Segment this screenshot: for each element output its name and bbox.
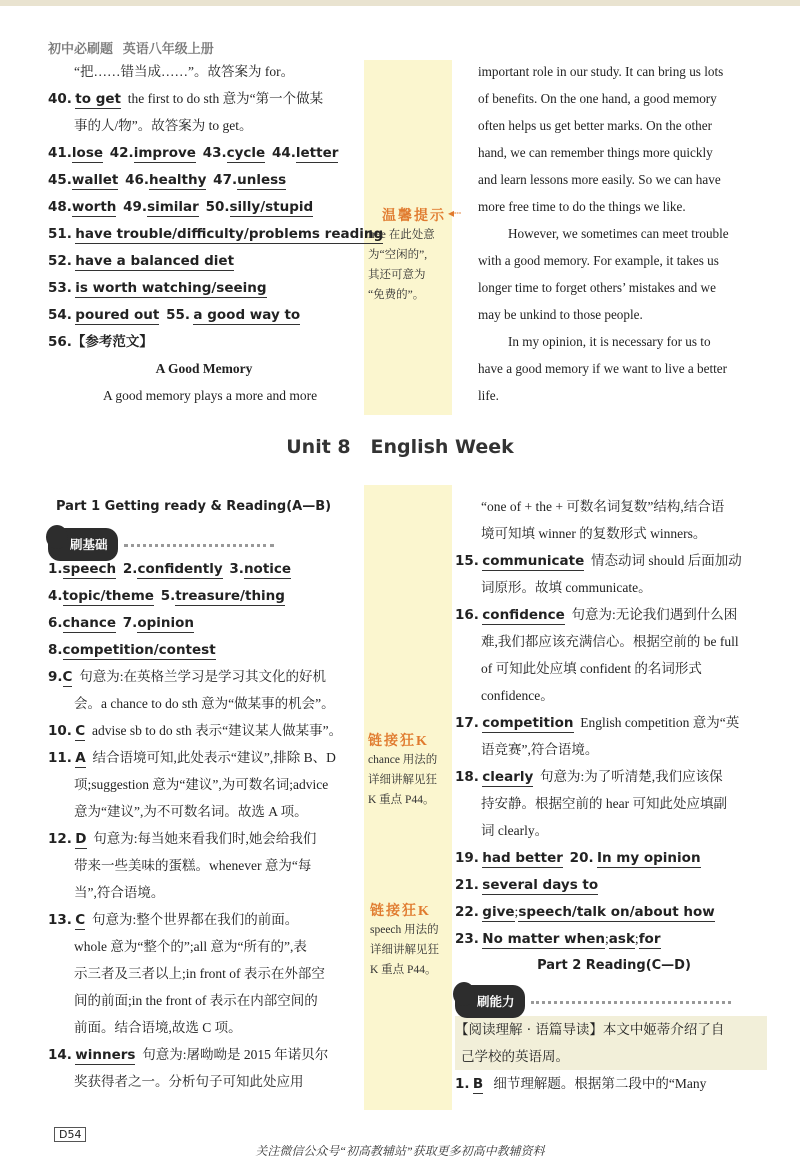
section-badge-2 (455, 985, 773, 1012)
unit-title: Unit 8 English Week (286, 436, 514, 458)
answer-51: 51. have trouble/difficulty/problems reading (48, 226, 384, 242)
answer-8: 8.competition/contest (48, 642, 216, 658)
answer-18: 18. clearly 句意为:为了听清楚,我们应该保 (455, 769, 723, 785)
link-note-chance: 链接狂K chance 用法的 详细讲解见狂 K 重点 P44。 (368, 734, 438, 806)
answer-21: 21. several days to (455, 877, 599, 893)
answer-14: 14. winners 句意为:屠呦呦是 2015 年诺贝尔 (48, 1047, 329, 1063)
footer-note: 关注微信公众号“初高教辅站”获取更多初高中教辅资料 (255, 1144, 545, 1158)
link-note-speech: 链接狂K speech 用法的 详细讲解见狂 K 重点 P44。 (370, 904, 439, 976)
dotted-divider (124, 544, 274, 547)
subject-title: 英语八年级上册 (122, 41, 214, 56)
answer-56: 56.【参考范文】 (48, 334, 153, 350)
section-badge (48, 528, 360, 555)
answer-16: 16. confidence 句意为:无论我们遇到什么困 (455, 607, 738, 623)
answer-row-1: 1.speech 2.confidently 3.notice (48, 561, 292, 577)
answer-54-55: 54. poured out 55. a good way to (48, 307, 301, 323)
ability-badge: 刷能力 (455, 985, 525, 1018)
bottom-left-column: Part 1 Getting ready & Reading(A—B) 刷基础 1.speech 2.confidently 3.notice 4.topic/theme 5.treasure/thing 6.chance 7.opinion 8.competition/contest 9.C 句意为:在英格兰学习是学习其文化的好机 会。a chance to do sth 意为“做某事的机会”。 10. C advise sb to do sth 表示“建议某人做某事”。 11. A 结合语境可知,此处表示“建议”,排除 B、D 项;suggestion 意为“建议”,为可数名词;advice 意为“建议”,为不可数名词。故选 A 项。 12. D 句意为:每当她来看我们时,她会给我们 带来一些美味的蛋糕。whenever 意为“每 当”,符合语境。 13. C 句意为:整个世界都在我们的前面。 whole 意为“整个的”;all 意为“所有的”,表 示三者及三者以上;in front of 表示在外部空 间的前面;in the front of 表示在内部空间的 前面。结合语境,故选 C 项。 14. winners 句意为:屠呦呦是 2015 年诺贝尔 奖获得者之一。分析句子可知此处应用 (48, 493, 360, 1095)
answer-52: 52. have a balanced diet (48, 253, 235, 269)
answer-11: 11. A 结合语境可知,此处表示“建议”,排除 B、D (48, 750, 336, 766)
answer-53: 53. is worth watching/seeing (48, 280, 267, 296)
answer-12: 12. D 句意为:每当她来看我们时,她会给我们 (48, 831, 317, 847)
arrow-icon: ◂┄ (448, 206, 462, 220)
answer-text: to get (75, 91, 121, 107)
answer-17: 17. competition English competition 意为“英 (455, 715, 740, 731)
part1-title: Part 1 Getting ready & Reading(A—B) (56, 499, 332, 514)
answer-13: 13. C 句意为:整个世界都在我们的前面。 (48, 912, 299, 928)
answer-10: 10. C advise sb to do sth 表示“建议某人做某事”。 (48, 723, 343, 739)
answer-15: 15. communicate 情态动词 should 后面加动 (455, 553, 742, 569)
book-title: 初中必刷题 (48, 41, 114, 56)
page-header (48, 38, 214, 57)
dotted-divider-2 (531, 1001, 731, 1004)
answer-23: 23. No matter when;ask;for (455, 931, 661, 947)
answer-1: 1. B 细节理解题。根据第二段中的“Many (455, 1076, 707, 1092)
answer-40: 40. to get the first to do sth 意为“第一个做某 (48, 91, 324, 107)
answer-19-20: 19. had better 20. In my opinion (455, 850, 701, 866)
answer-row-4: 4.topic/theme 5.treasure/thing (48, 588, 285, 604)
reading-guide: 【阅读理解 · 语篇导读】本文中姬蒂介绍了自 己学校的英语周。 (455, 1016, 767, 1070)
answer-row-41: 41.lose 42.improve 43.cycle 44.letter (48, 145, 339, 161)
answer-row-6: 6.chance 7.opinion (48, 615, 195, 631)
tip-title: 温馨提示 (382, 209, 446, 224)
part2-title: Part 2 Reading(C—D) (537, 958, 691, 973)
tip-note: 温馨提示 free 在此处意 为“空闲的”, 其还可意为 “免费的”。 (368, 205, 452, 305)
answer-continuation: “把……错当成……”。故答案为 for。 (74, 64, 295, 79)
top-left-column (48, 58, 384, 409)
answer-row-45: 45.wallet 46.healthy 47.unless (48, 172, 287, 188)
bottom-right-column: “one of + the + 可数名词复数”结构,结合语 境可知填 winner 的复数形式 winners。 15. communicate 情态动词 should 后面加动 词原形。故填 communicate。 16. confidence 句意为:无论我们遇到什么困 难,我们都应该充满信心。根据空前的 be full of 可知此处应填 confident 的名词形式 confidence。 17. competition English competition 意为“英 语竞赛”,符合语境。 18. clearly 句意为:为了听清楚,我们应该保 持安静。根据空前的 hear 可知此处应填副 词 clearly。 19. had better 20. In my opinion 21. several days to 22. give;speech/talk on/about how 23. No matter when;ask;for Part 2 Reading(C—D) 刷能力 【阅读理解 · 语篇导读】本文中姬蒂介绍了自 己学校的英语周。 1. B 细节理解题。根据第二段中的“Many (455, 493, 773, 1097)
essay-line: A good memory plays a more and more (103, 388, 318, 403)
page-number: D54 (54, 1127, 86, 1142)
basic-badge: 刷基础 (48, 528, 118, 561)
essay-title: A Good Memory (155, 361, 253, 376)
top-right-column: important role in our study. It can bring us lots of benefits. On the one hand, a good memory often helps us get better marks. On the other hand, we can remember things more quickly and learn lessons more easily. So we can have more free time to do the things we like. However, we sometimes can meet trouble with a good memory. For example, it takes us longer time to forget others’ mistakes and we may be unkind to those people. In my opinion, it is necessary for us to have a good memory if we want to live a better life. (478, 64, 729, 403)
top-strip (0, 0, 800, 6)
answer-9: 9.C 句意为:在英格兰学习是学习其文化的好机 (48, 669, 326, 685)
answer-22: 22. give;speech/talk on/about how (455, 904, 715, 920)
answer-40-continuation: 事的人/物”。故答案为 to get。 (74, 118, 253, 133)
answer-row-48: 48.worth 49.similar 50.silly/stupid (48, 199, 314, 215)
